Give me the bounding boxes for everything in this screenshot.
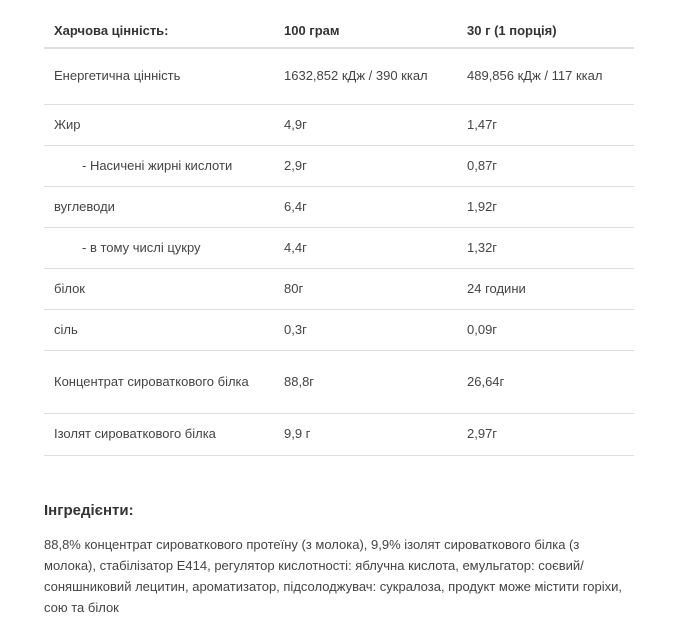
row-per-100g: 6,4г	[274, 186, 457, 227]
table-row	[44, 186, 634, 227]
row-per-serving: 1,47г	[457, 104, 634, 145]
header-per-serving: 30 г (1 порція)	[457, 14, 634, 48]
nutrition-table	[44, 14, 634, 456]
table-row	[44, 268, 634, 309]
row-per-100g: 2,9г	[274, 145, 457, 186]
ingredients-title: Інгредієнти:	[44, 502, 134, 519]
row-name: сіль	[44, 309, 274, 350]
row-per-100g: 1632,852 кДж / 390 ккал	[274, 48, 457, 104]
table-row	[44, 309, 634, 350]
row-per-serving: 1,32г	[457, 227, 634, 268]
row-per-serving: 1,92г	[457, 186, 634, 227]
ingredients-text: 88,8% концентрат сироваткового протеїну (з молока), 9,9% ізолят сироваткового білка (з молока), стабілізатор Е414, регулятор кислотності: яблучна кислота, емульгатор: соєвий/соняшниковий лецитин, ароматизатор, підсолоджувач: сукралоза, продукт може містити горіхи, сою та білок	[44, 537, 622, 615]
row-per-100g: 88,8г	[274, 350, 457, 413]
row-per-serving: 0,87г	[457, 145, 634, 186]
table-row	[44, 104, 634, 145]
row-per-serving: 24 години	[457, 268, 634, 309]
row-per-100g: 4,4г	[274, 227, 457, 268]
table-header-row	[44, 14, 634, 48]
row-name: Енергетична цінність	[44, 48, 274, 104]
row-per-100g: 80г	[274, 268, 457, 309]
row-per-serving: 2,97г	[457, 413, 634, 455]
row-name: білок	[44, 268, 274, 309]
row-per-serving: 0,09г	[457, 309, 634, 350]
table-row	[44, 227, 634, 268]
table-row	[44, 350, 634, 413]
header-per-100g: 100 грам	[274, 14, 457, 48]
row-name: Концентрат сироваткового білка	[44, 350, 274, 413]
header-nutrition-value: Харчова цінність:	[44, 14, 274, 48]
row-name: - в тому числі цукру	[44, 227, 274, 268]
row-name: Ізолят сироваткового білка	[44, 413, 274, 455]
row-per-100g: 0,3г	[274, 309, 457, 350]
row-name: - Насичені жирні кислоти	[44, 145, 274, 186]
table-row	[44, 413, 634, 455]
row-per-100g: 4,9г	[274, 104, 457, 145]
row-name: Жир	[44, 104, 274, 145]
row-per-100g: 9,9 г	[274, 413, 457, 455]
table-row	[44, 48, 634, 104]
row-per-serving: 489,856 кДж / 117 ккал	[457, 48, 634, 104]
table-row	[44, 145, 634, 186]
row-name: вуглеводи	[44, 186, 274, 227]
row-per-serving: 26,64г	[457, 350, 634, 413]
